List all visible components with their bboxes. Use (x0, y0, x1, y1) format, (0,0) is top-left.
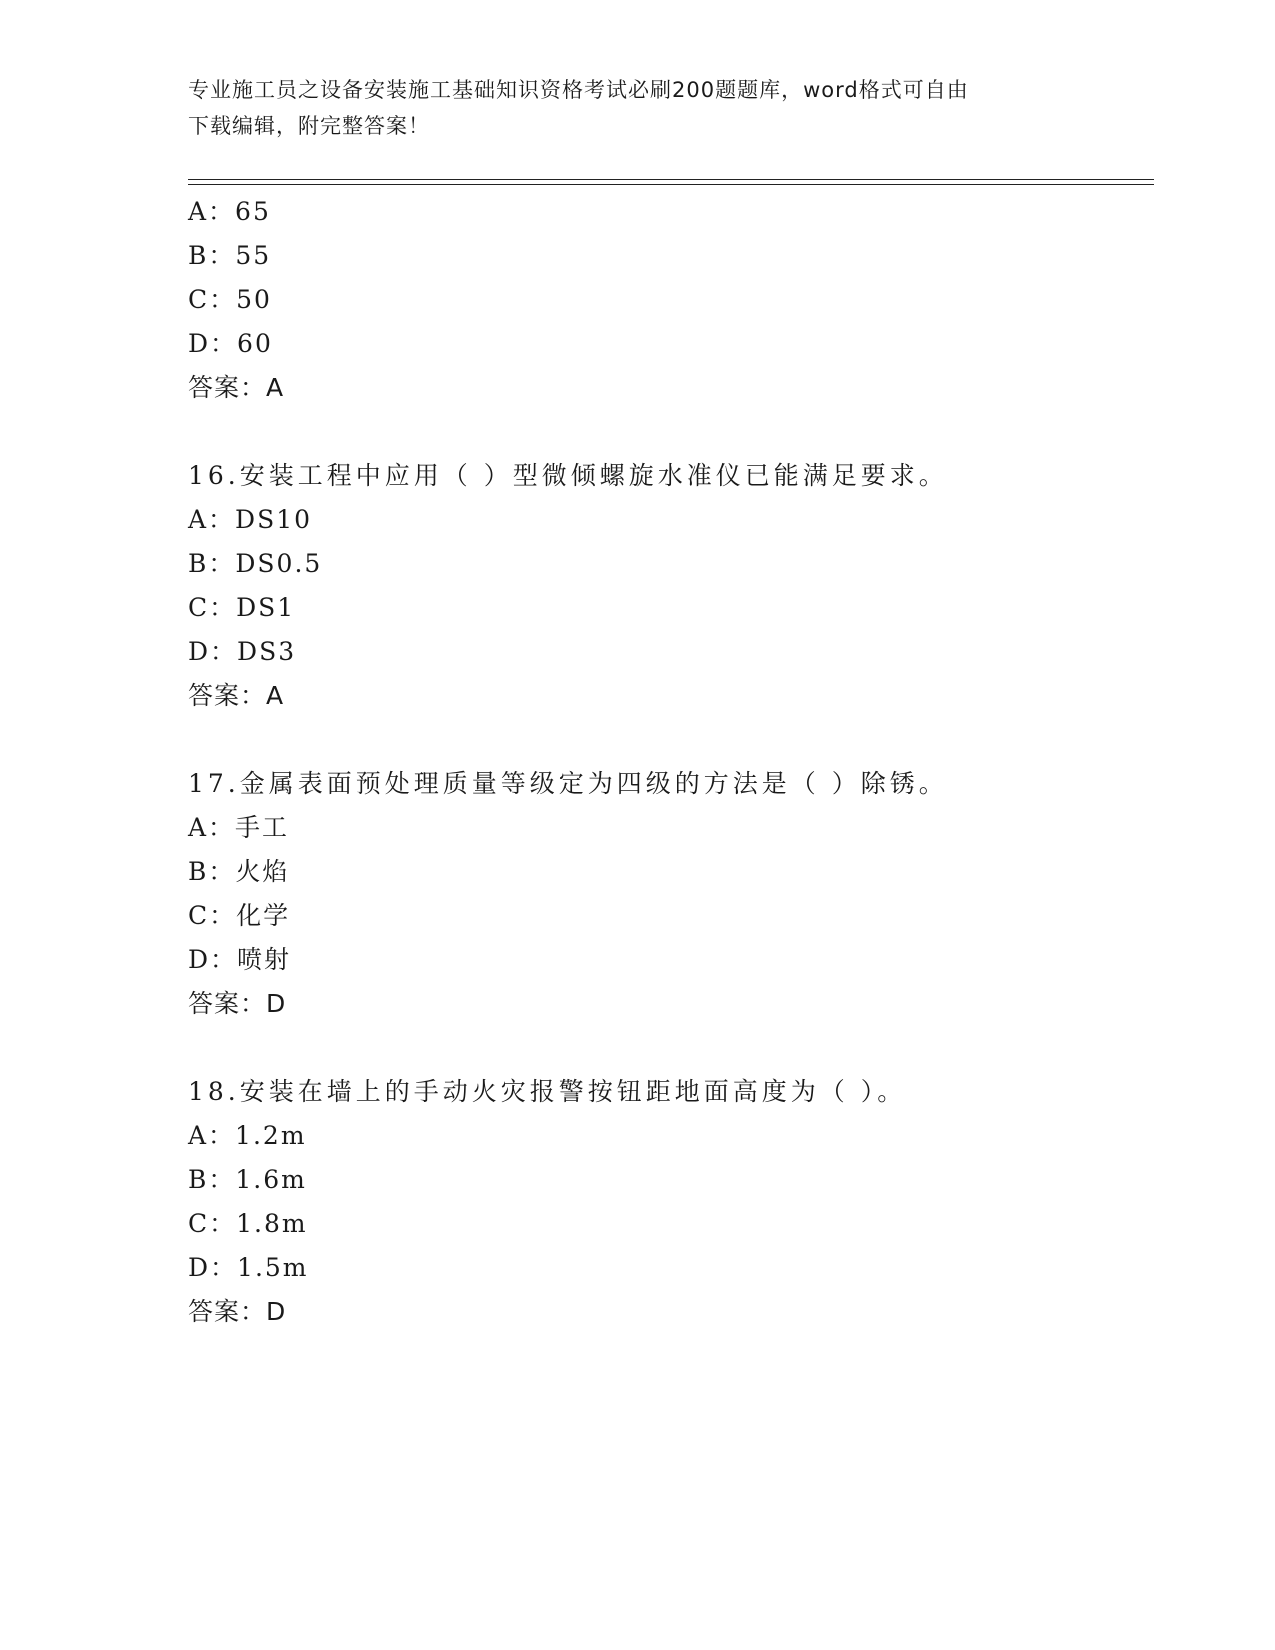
q17-option-b: B：火焰 (188, 857, 290, 886)
q18-answer: 答案：D (188, 1297, 287, 1326)
header-divider-top (188, 179, 1154, 180)
q16-option-b: B：DS0.5 (188, 549, 323, 578)
q17-option-d: D：喷射 (188, 945, 292, 974)
q16-option-a: A：DS10 (188, 505, 313, 534)
q17-option-c: C：化学 (188, 901, 291, 930)
q17-option-a: A：手工 (188, 813, 290, 842)
q18-option-d: D：1.5m (188, 1253, 309, 1282)
header-divider-bottom (188, 184, 1154, 185)
q15-option-c: C：50 (188, 285, 272, 314)
q16-option-c: C：DS1 (188, 593, 296, 622)
q16-stem: 16.安装工程中应用（ ）型微倾螺旋水准仪已能满足要求。 (188, 461, 948, 490)
q15-option-a: A：65 (188, 197, 271, 226)
q18-option-c: C：1.8m (188, 1209, 308, 1238)
q18-option-b: B：1.6m (188, 1165, 307, 1194)
q16-answer: 答案：A (188, 681, 285, 710)
q18-stem: 18.安装在墙上的手动火灾报警按钮距地面高度为（ ）。 (188, 1077, 907, 1106)
q17-answer: 答案：D (188, 989, 287, 1018)
q15-answer: 答案：A (188, 373, 285, 402)
q18-option-a: A：1.2m (188, 1121, 307, 1150)
q17-stem: 17.金属表面预处理质量等级定为四级的方法是（ ）除锈。 (188, 769, 948, 798)
q15-option-b: B：55 (188, 241, 272, 270)
document-header (188, 72, 1088, 144)
header-line-2: 下载编辑，附完整答案！ (188, 114, 430, 138)
header-line-1: 专业施工员之设备安装施工基础知识资格考试必刷200题题库，word格式可自由 (188, 78, 969, 102)
q15-option-d: D：60 (188, 329, 273, 358)
q16-option-d: D：DS3 (188, 637, 297, 666)
